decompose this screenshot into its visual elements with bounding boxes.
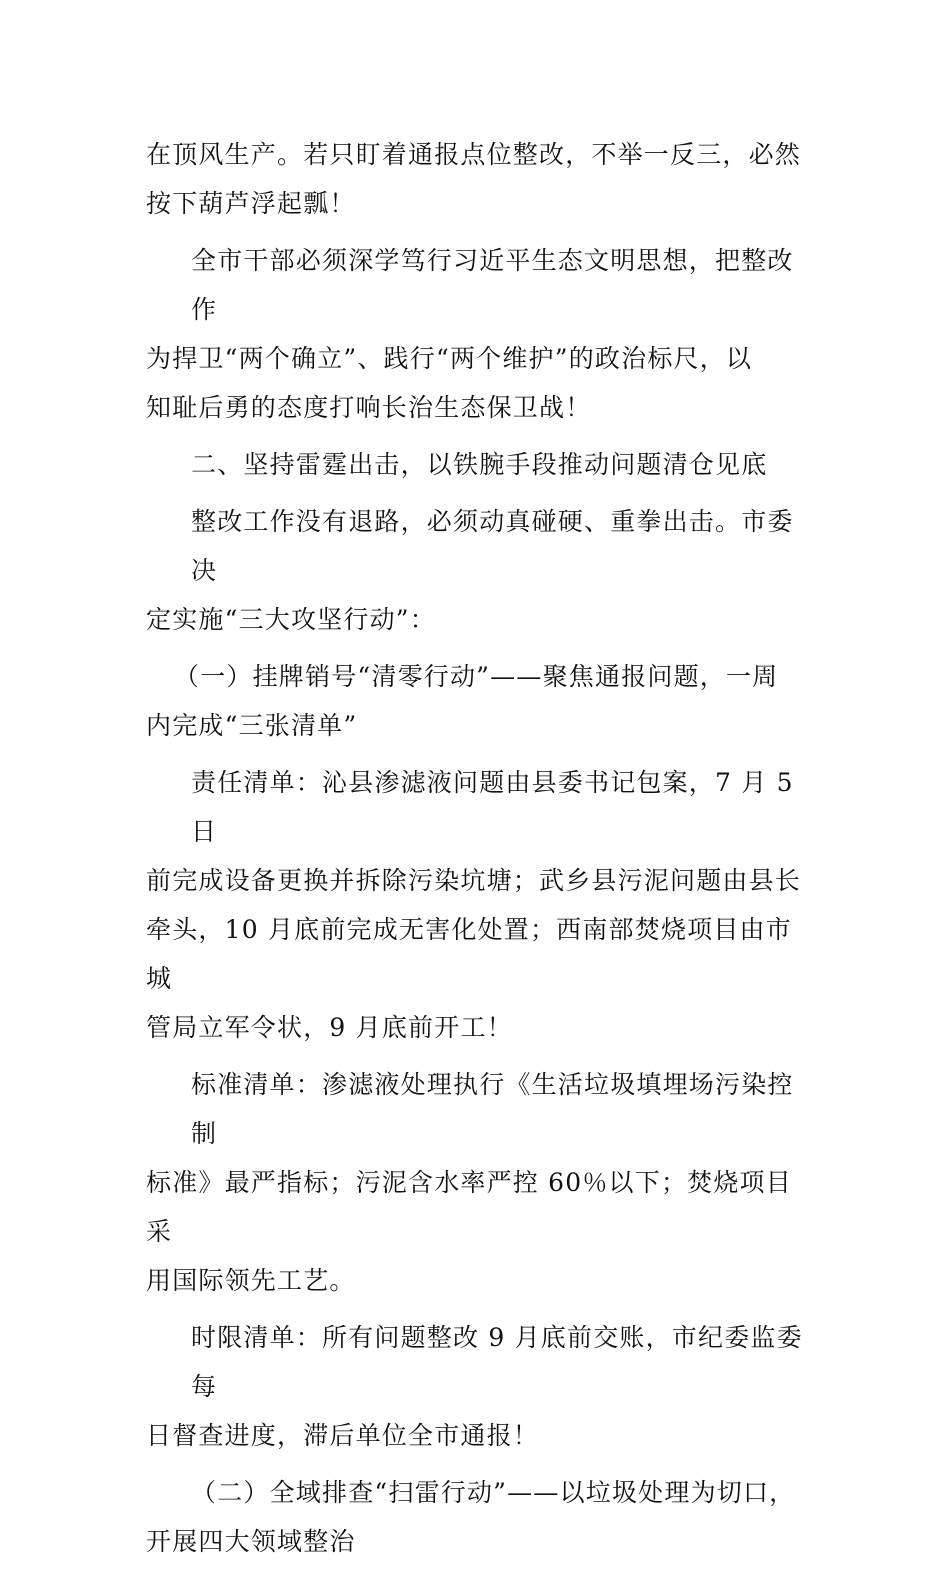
text-line: 全市干部必须深学笃行习近平生态文明思想，把整改作: [191, 246, 794, 324]
text-line: 定实施“三大攻坚行动”：: [146, 605, 436, 634]
text-line: 在顶风生产。若只盯着通报点位整改，不举一反三，必然: [146, 140, 802, 169]
text-line: 知耻后勇的态度打响长治生态保卫战！: [146, 393, 592, 422]
text-line: 标准清单：渗滤液处理执行《生活垃圾填埋场污染控制: [191, 1070, 794, 1148]
text-line: 时限清单：所有问题整改 9 月底前交账，市纪委监委每: [191, 1323, 803, 1401]
paragraph-three-actions-intro: [146, 497, 806, 644]
text-line: 用国际领先工艺。: [146, 1266, 356, 1295]
paragraph-political-standard: [146, 236, 806, 432]
text-line: 内完成“三张清单”: [146, 711, 358, 740]
text-line: 二、坚持雷霆出击，以铁腕手段推动问题清仓见底: [191, 450, 768, 479]
subheading-one: [146, 652, 806, 750]
text-line: （二）全域排查“扫雷行动”——以垃圾处理为切口，: [191, 1478, 796, 1507]
text-line: （一）挂牌销号“清零行动”——聚焦通报问题，一周: [174, 662, 779, 691]
text-line: 整改工作没有退路，必须动真碰硬、重拳出击。市委决: [191, 507, 794, 585]
document-body: [146, 130, 806, 1574]
text-line: 为捍卫“两个确立”、践行“两个维护”的政治标尺，以: [146, 344, 753, 373]
subheading-two: [146, 1468, 806, 1566]
paragraph-responsibility-list: [146, 758, 806, 1052]
text-line: 管局立军令状，9 月底前开工！: [146, 1013, 513, 1042]
paragraph-deadline-list: [146, 1313, 806, 1460]
paragraph-standard-list: [146, 1060, 806, 1305]
section-heading-two: [146, 440, 806, 489]
text-line: 牵头，10 月底前完成无害化处置；西南部焚烧项目由市城: [146, 915, 792, 993]
text-line: 责任清单：沁县渗滤液问题由县委书记包案，7 月 5 日: [191, 768, 794, 846]
text-line: 前完成设备更换并拆除污染坑塘；武乡县污泥问题由县长: [146, 866, 802, 895]
text-line: 标准》最严指标；污泥含水率严控 60％以下；焚烧项目采: [146, 1168, 792, 1246]
text-line: 按下葫芦浮起瓢！: [146, 189, 356, 218]
text-line: 日督查进度，滞后单位全市通报！: [146, 1421, 540, 1450]
paragraph-continuation: [146, 130, 806, 228]
text-line: 开展四大领域整治: [146, 1527, 356, 1556]
